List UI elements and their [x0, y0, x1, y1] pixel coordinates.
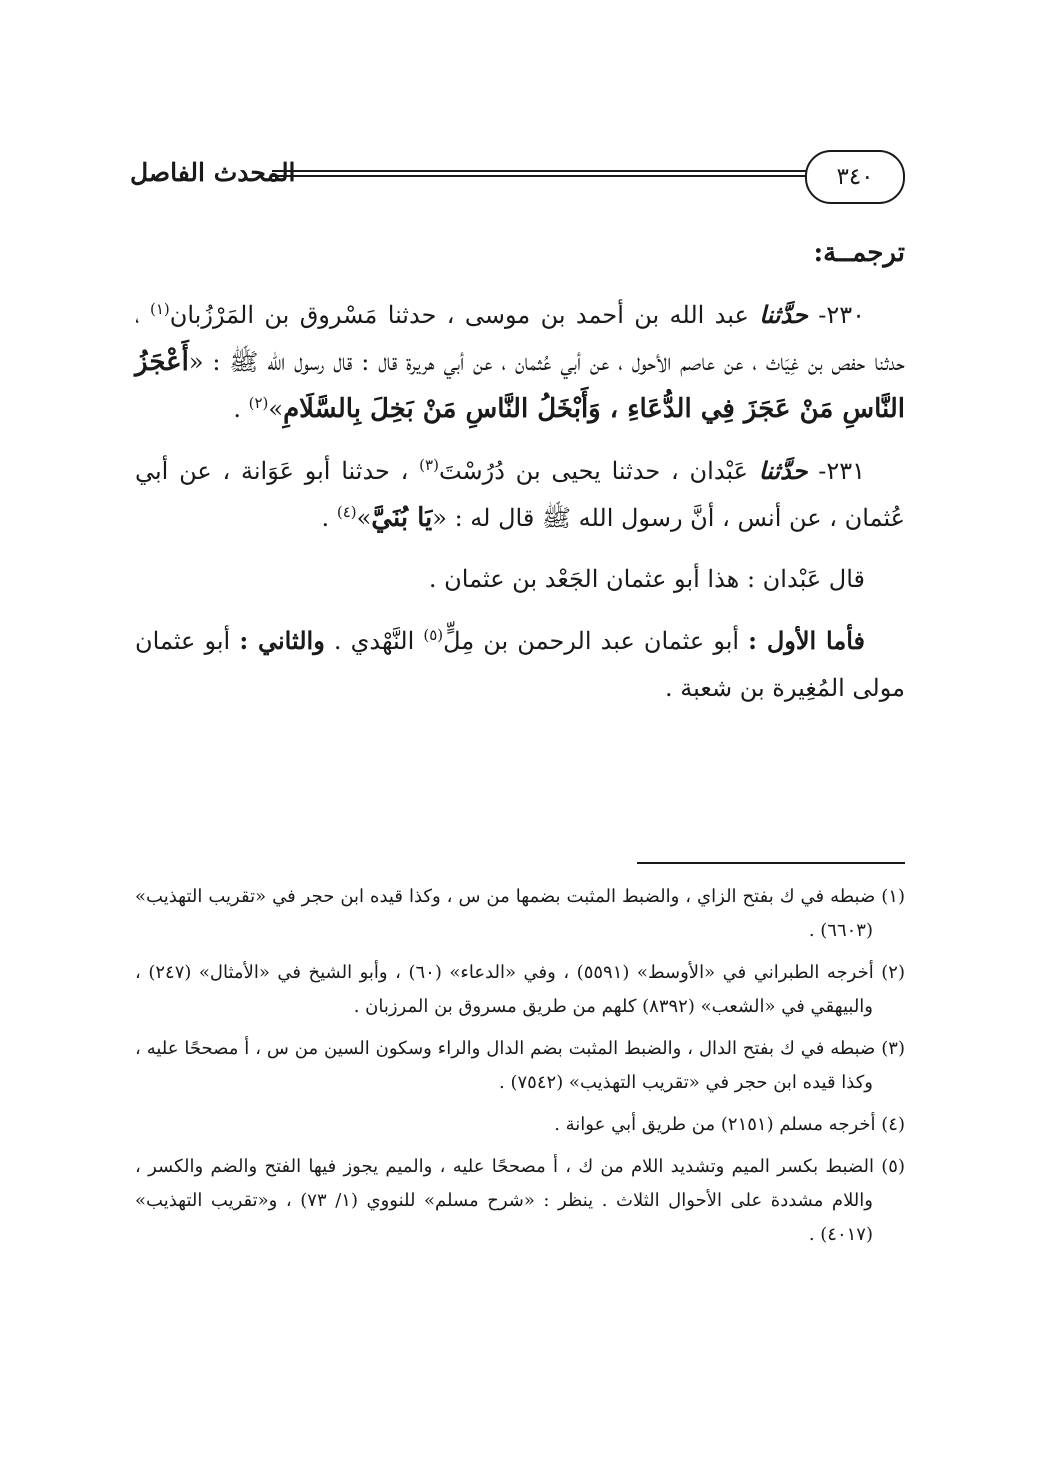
paragraph-abdan: قال عَبْدان : هذا أبو عثمان الجَعْد بن عثمان .	[428, 565, 865, 593]
haddathana-word: حدَّثنا	[758, 456, 808, 485]
second-name: أبو عثمان مولى المُغِيرة بن شعبة .	[135, 627, 905, 702]
hadith-matn: يَا بُنَيَّ	[371, 503, 433, 533]
header-double-rule	[272, 170, 809, 177]
footnote-1	[135, 880, 905, 948]
footnote-label: (١)	[881, 886, 905, 907]
footnote-label: (٥)	[881, 1156, 905, 1177]
footnote-5	[135, 1150, 905, 1252]
footnote-text: أخرجه مسلم (٢١٥١) من طريق أبي عوانة .	[554, 1114, 876, 1135]
sentence-end: .	[321, 504, 330, 532]
hadith-isnad-part2: ، حدثنا أبو عَوَانة ، عن أبي عُثمان ، عن أنس ، أنَّ رسول الله ﷺ قال له : «	[135, 457, 905, 532]
hadith-230	[135, 291, 905, 433]
footnote-label: (٢)	[881, 962, 905, 983]
footnote-3	[135, 1032, 905, 1100]
page-number-badge: ٣٤٠	[805, 150, 905, 204]
lead-second: والثاني :	[239, 626, 325, 655]
book-title: المحدث الفاصل	[130, 158, 296, 187]
footnote-separator	[637, 862, 905, 864]
footnote-ref-3: (٣)	[419, 456, 439, 474]
haddathana-word: حدَّثنا	[759, 300, 808, 329]
footnote-text: أخرجه الطبراني في «الأوسط» (٥٥٩١) ، وفي «الدعاء» (٦٠) ، وأبو الشيخ في «الأمثال» (٢٤٧) ، والبيهقي في «الشعب» (٨٣٩٢) كلهم من طريق مسروق بن المرزبان .	[135, 962, 874, 1017]
hadith-isnad-part1: عَبْدان ، حدثنا يحيى بن دُرُسْتَ	[438, 457, 748, 485]
first-nisba: النَّهْدي .	[333, 627, 415, 655]
hadith-matn: أَعْجَزُ النَّاسِ مَنْ عَجَزَ فِي الدُّعَاءِ ، وَأَبْخَلُ النَّاسِ مَنْ بَخِلَ بِالسَّلَامِ	[135, 347, 905, 424]
footnote-ref-5: (٥)	[423, 626, 444, 644]
quote-close: »	[268, 395, 284, 423]
hadith-isnad-part1: عبد الله بن أحمد بن موسى ، حدثنا مَسْروق بن المَرْزُبان	[169, 301, 749, 329]
footnote-text: الضبط بكسر الميم وتشديد اللام من ك ، أ مصححًا عليه ، والميم يجوز فيها الفتح والضم والكسر ، واللام مشددة على الأحوال الثلاث . ينظر : «شرح مسلم» للنووي (١/ ٧٣) ، و«تقريب التهذيب» (٤٠١٧) .	[135, 1156, 874, 1245]
footnote-ref-2: (٢)	[248, 394, 269, 412]
footnote-2	[135, 956, 905, 1024]
first-name: أبو عثمان عبد الرحمن بن مِلٍّ	[443, 627, 740, 655]
lead-first: فأما الأول :	[748, 626, 865, 655]
hadith-isnad-part2: ، حدثنا حفص بن غِيَاث ، عن عاصم الأحول ، عن أبي عُثمان ، عن أبي هريرة قال : قال رسول الله ﷺ : «	[135, 301, 905, 376]
footnote-ref-4: (٤)	[336, 503, 357, 521]
footnotes	[135, 880, 905, 1260]
footnote-text: ضبطه في ك بفتح الزاي ، والضبط المثبت بضمها من س ، وكذا قيده ابن حجر في «تقريب التهذيب» (٦٦٠٣) .	[135, 886, 876, 941]
footnote-label: (٣)	[881, 1038, 905, 1059]
quote-close: »	[356, 504, 372, 532]
hadith-number: ٢٣١-	[818, 457, 865, 485]
footnote-ref-1: (١)	[149, 300, 170, 318]
main-text	[135, 230, 905, 726]
footnote-4	[135, 1108, 905, 1142]
sentence-end: .	[233, 395, 241, 423]
hadith-number: ٢٣٠-	[818, 301, 865, 329]
hadith-231	[135, 447, 905, 542]
page-header	[130, 150, 905, 210]
footnote-label: (٤)	[881, 1114, 905, 1135]
footnote-text: ضبطه في ك بفتح الدال ، والضبط المثبت بضم الدال والراء وسكون السين من س ، أ مصححًا عليه ، وكذا قيده ابن حجر في «تقريب التهذيب» (٧٥٤٢) .	[135, 1038, 876, 1093]
paragraph-first-second	[135, 617, 905, 712]
section-heading: ترجمــة:	[813, 238, 905, 268]
